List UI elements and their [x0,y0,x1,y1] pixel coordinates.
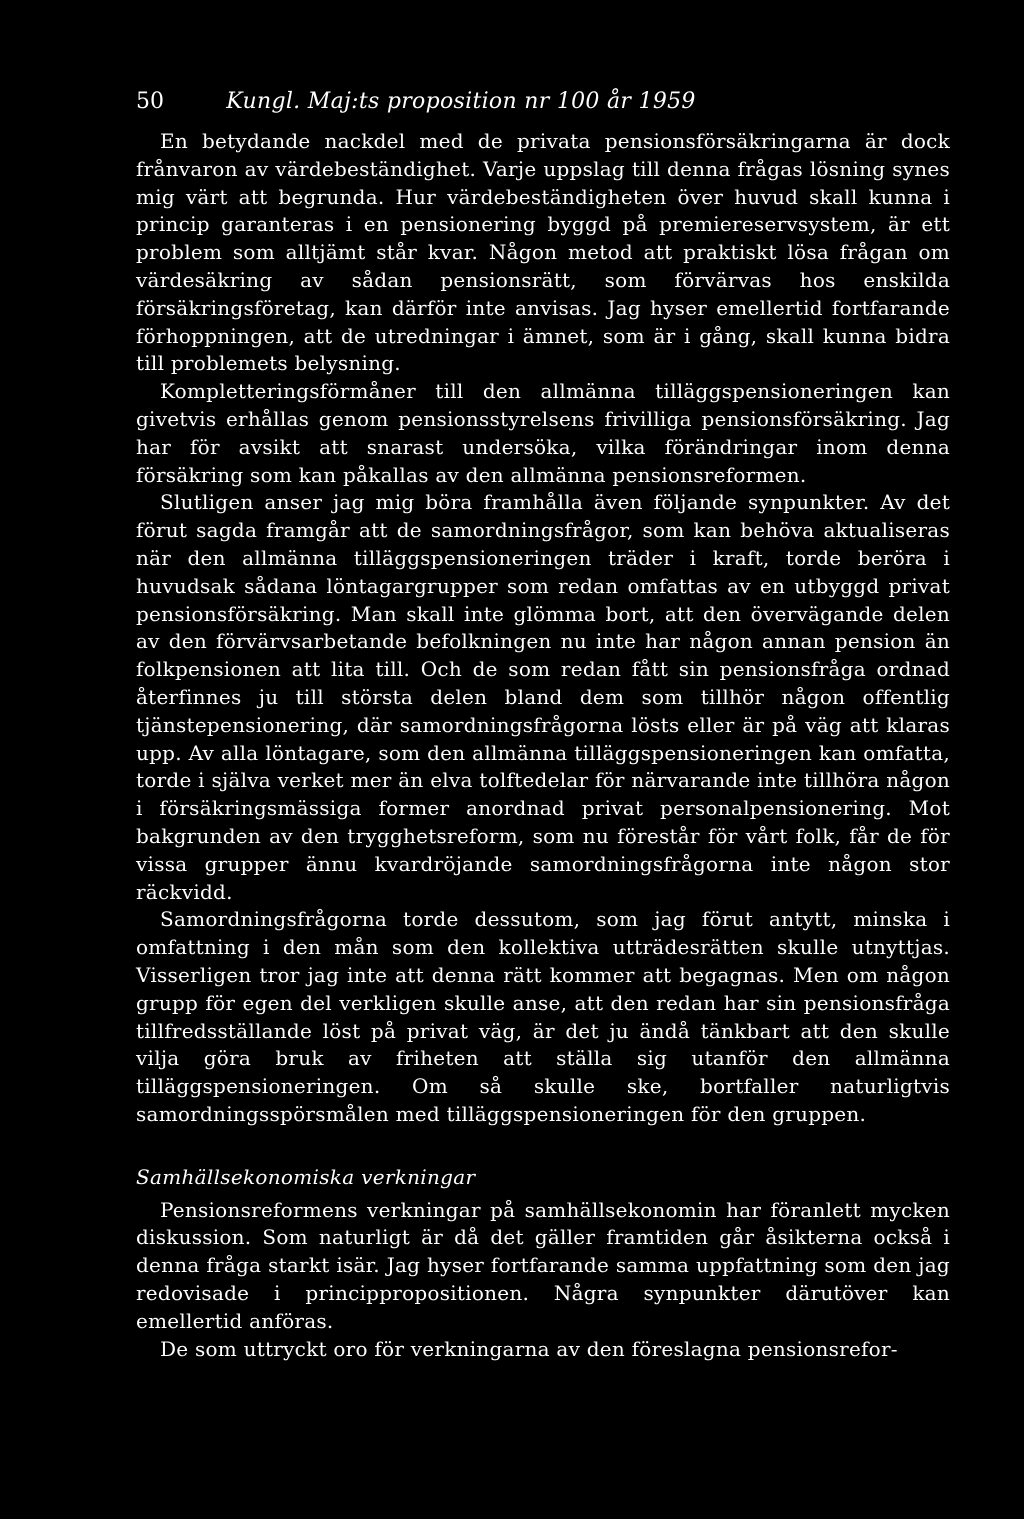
section-heading: Samhällsekonomiska verkningar [136,1164,476,1189]
page-header [136,88,950,128]
page-number: 50 [136,89,164,114]
paragraph: De som uttryckt oro för verkningarna av den föreslagna pensionsrefor- [160,1336,898,1361]
page-content [136,88,950,1363]
running-title: Kungl. Maj:ts proposition nr 100 år 1959 [226,89,696,114]
paragraph: Slutligen anser jag mig böra framhålla även följande synpunkter. Av det förut sagda framgår att de samordningsfrågor, som kan behöva aktualiseras när den allmänna tilläggspensioneringen träder i kraft, torde beröra i huvudsak sådana löntagargrupper som redan omfattas av en utbyggd privat pensionsförsäkring. Man skall inte glömma bort, att den övervägande delen av den förvärvsarbetande befolkningen nu inte har någon annan pension än folkpensionen att lita till. Och de som redan fått sin pensionsfråga ordnad återfinnes ju till största delen bland dem som tillhör någon offentlig tjänstepensionering, där samordningsfrågorna lösts eller är på väg att klaras upp. Av alla löntagare, som den allmänna tilläggspensioneringen kan omfatta, torde i själva verket mer än elva tolftedelar för närvarande inte tillhöra någon i försäkringsmässiga former anordnad privat personalpensionering. Mot bakgrunden av den trygghetsreform, som nu förestår för vårt folk, får de för vissa grupper ännu kvardröjande samordningsfrågorna inte någon stor räckvidd. [136,490,950,904]
paragraph: En betydande nackdel med de privata pensionsförsäkringarna är dock frånvaron av värdebeständighet. Varje uppslag till denna frågas lösning synes mig värt att begrunda. Hur värdebeständigheten över huvud skall kunna i princip garanteras i en pensionering byggd på premiereservsystem, är ett problem som alltjämt står kvar. Någon metod att praktiskt lösa frågan om värdesäkring av sådan pensionsrätt, som förvärvas hos enskilda försäkringsföretag, kan därför inte anvisas. Jag hyser emellertid fortfarande förhoppningen, att de utredningar i ämnet, som är i gång, skall kunna bidra till problemets belysning. [136,129,950,376]
paragraph: Pensionsreformens verkningar på samhällsekonomin har föranlett mycken diskussion. Som naturligt är då det gäller framtiden går åsikterna också i denna fråga starkt isär. Jag hyser fortfarande samma uppfattning som den jag redovisade i princippropositionen. Några synpunkter därutöver kan emellertid anföras. [136,1197,950,1333]
paragraph: Kompletteringsförmåner till den allmänna tilläggspensioneringen kan givetvis erhållas genom pensionsstyrelsens frivilliga pensionsförsäkring. Jag har för avsikt att snarast undersöka, vilka förändringar inom denna försäkring som kan påkallas av den allmänna pensionsreformen. [136,379,950,487]
paragraph: Samordningsfrågorna torde dessutom, som jag förut antytt, minska i omfattning i den mån som den kollektiva utträdesrätten skulle utnyttjas. Visserligen tror jag inte att denna rätt kommer att begagnas. Men om någon grupp för egen del verkligen skulle anse, att den redan har sin pensionsfråga tillfredsställande löst på privat väg, är det ju ändå tänkbart att den skulle vilja göra bruk av friheten att ställa sig utanför den allmänna tilläggspensioneringen. Om så skulle ske, bortfaller naturligtvis samordningsspörsmålen med tilläggspensioneringen för den gruppen. [136,907,950,1126]
